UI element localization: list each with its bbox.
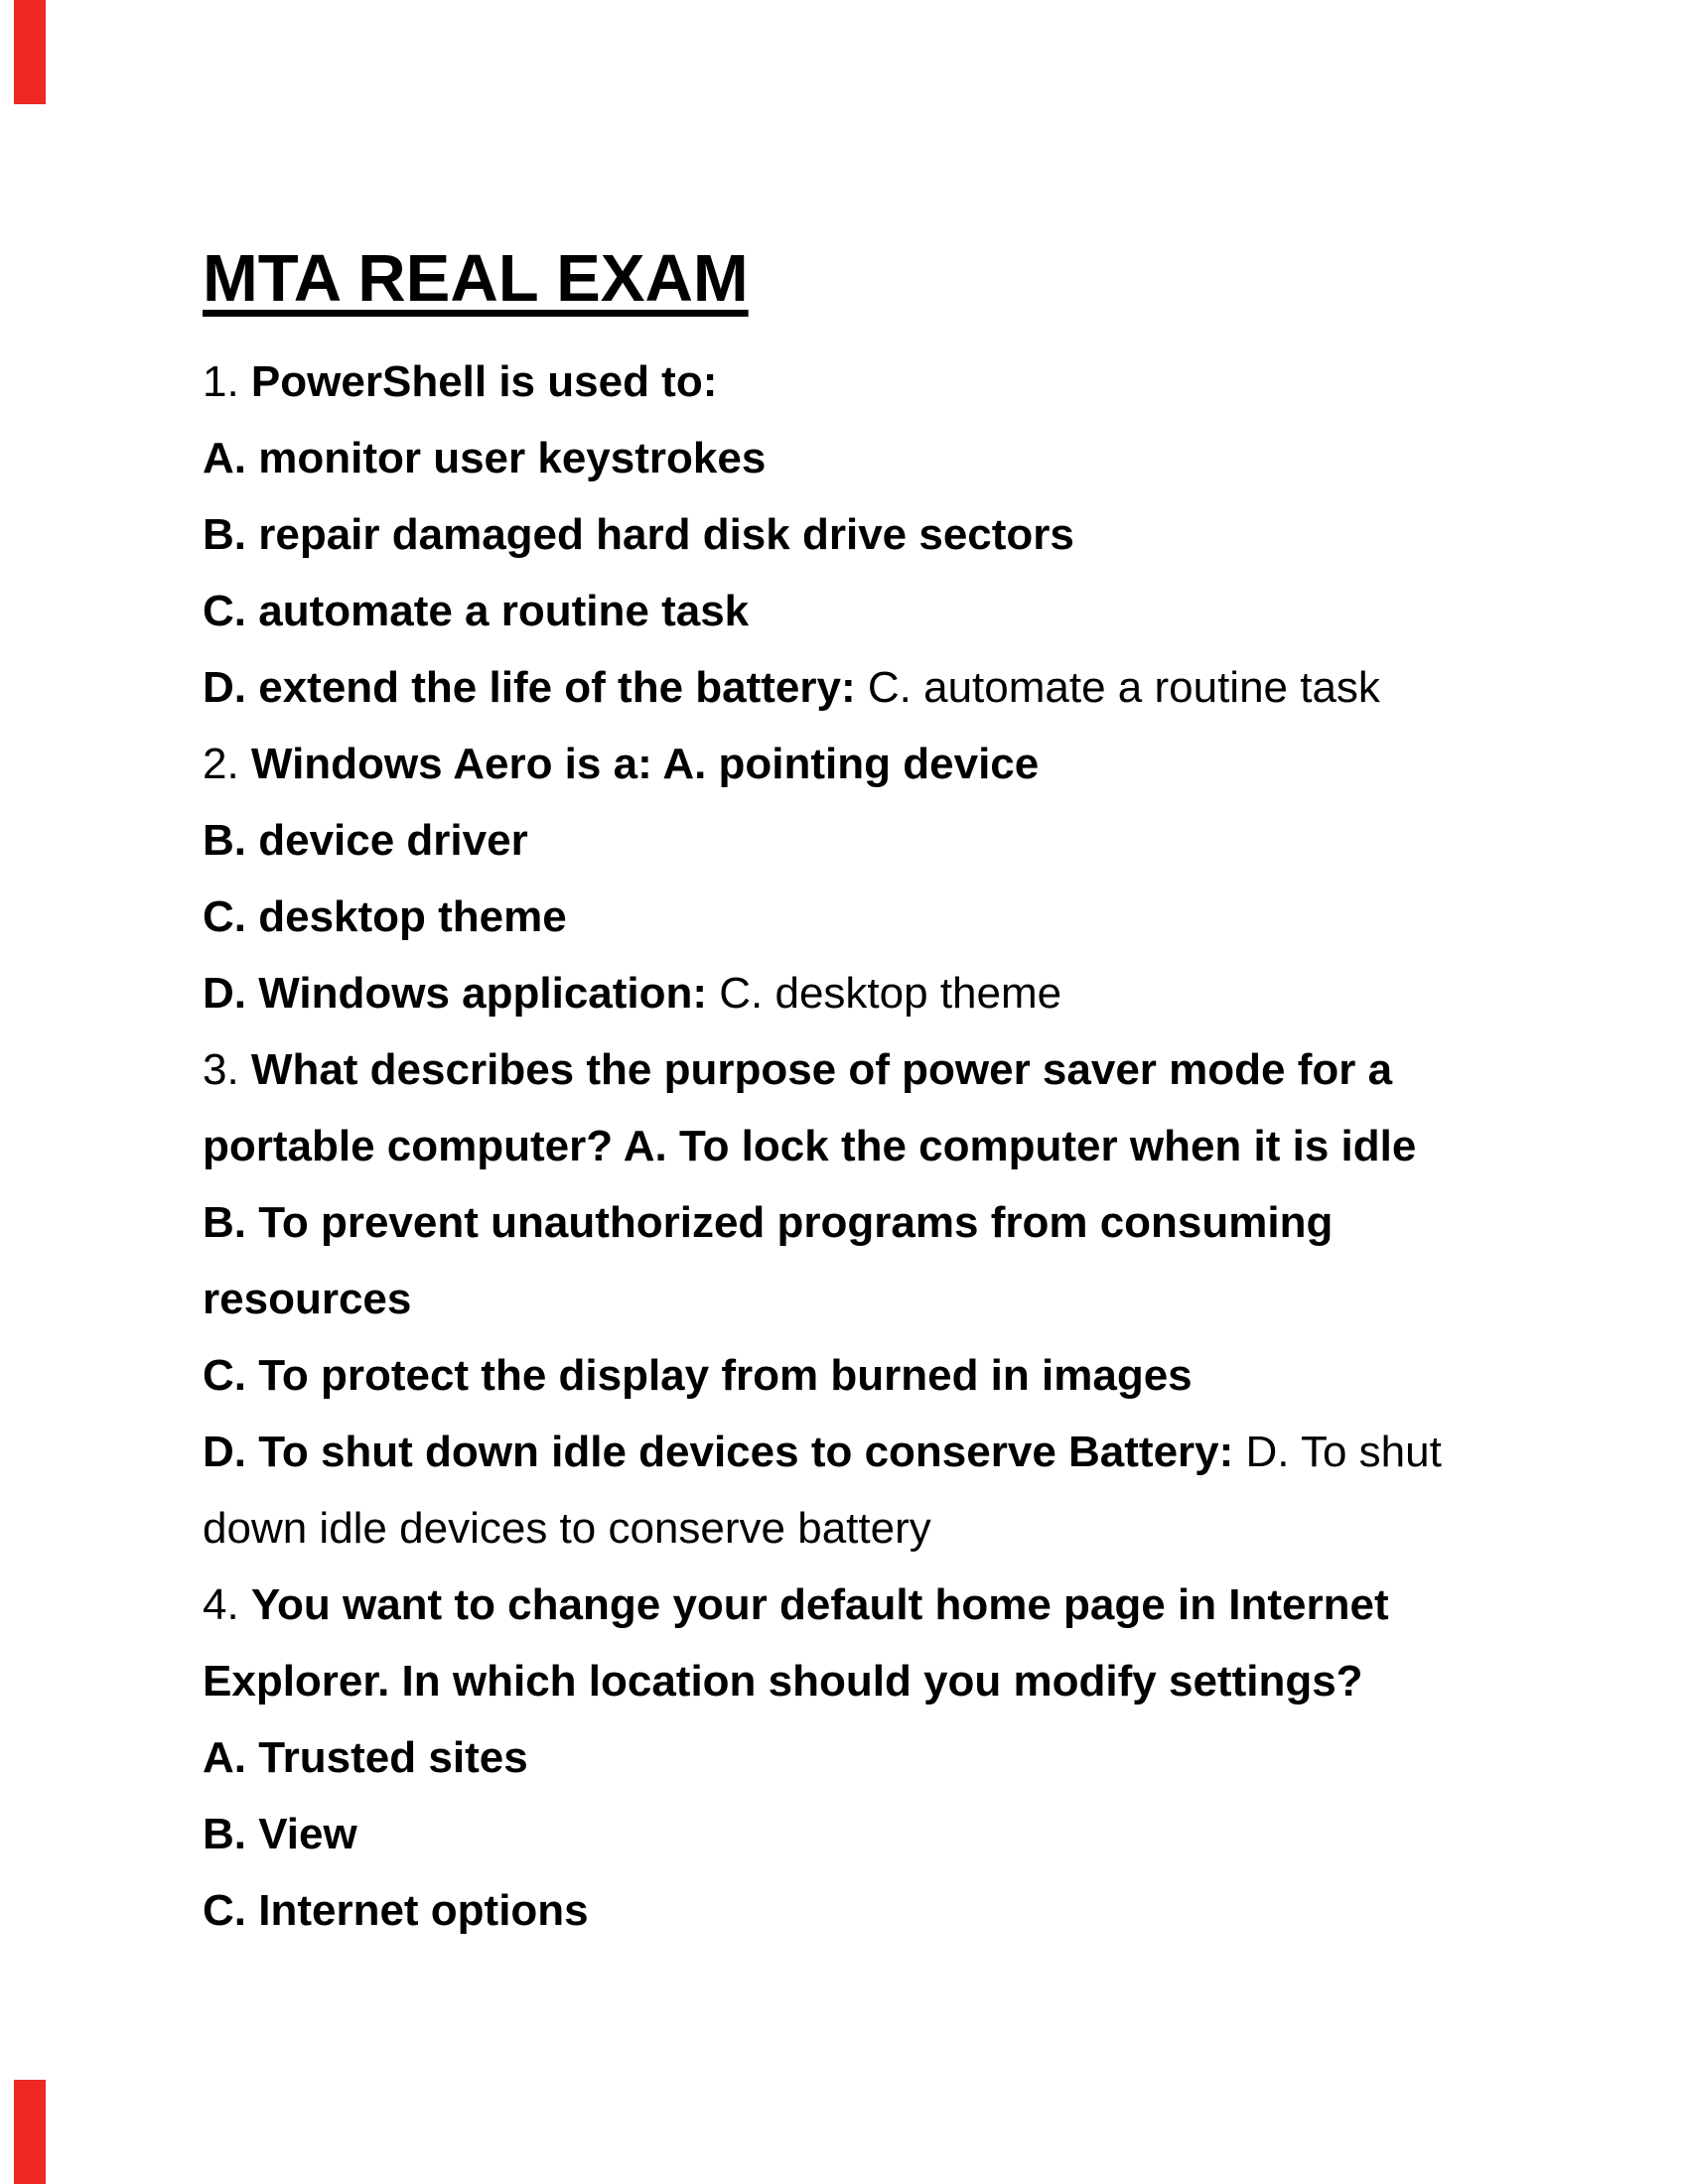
line-main: D. Windows application:	[203, 969, 720, 1018]
line-suffix: C. desktop theme	[719, 969, 1062, 1018]
line-main: C. desktop theme	[203, 892, 567, 941]
line-main: B. repair damaged hard disk drive sectors	[203, 510, 1074, 559]
line-main: A. Trusted sites	[203, 1733, 528, 1782]
line-q1-option-b	[203, 496, 1593, 573]
document-title: MTA REAL EXAM	[203, 241, 749, 316]
line-q3	[203, 1031, 1593, 1108]
line-main: B. View	[203, 1810, 357, 1858]
line-main: A. monitor user keystrokes	[203, 434, 767, 482]
line-q4-cont	[203, 1643, 1593, 1719]
line-q1	[203, 343, 1593, 420]
line-main: Explorer. In which location should you modify settings?	[203, 1657, 1363, 1706]
line-q2-with-option-a	[203, 726, 1593, 802]
line-q4	[203, 1567, 1593, 1643]
line-prefix: 2.	[203, 740, 251, 788]
line-prefix: 4.	[203, 1580, 251, 1629]
line-main: D. extend the life of the battery:	[203, 663, 868, 712]
red-corner-marker-top	[14, 0, 46, 104]
line-q3-option-b	[203, 1184, 1593, 1261]
line-prefix: 1.	[203, 357, 251, 406]
line-main: resources	[203, 1275, 412, 1323]
line-q3-cont-with-option-a	[203, 1108, 1593, 1184]
line-q2-option-b	[203, 802, 1593, 879]
line-q3-option-c	[203, 1337, 1593, 1414]
line-main: C. To protect the display from burned in images	[203, 1351, 1193, 1400]
line-q4-option-a	[203, 1719, 1593, 1796]
line-suffix: C. automate a routine task	[867, 663, 1380, 712]
document-body	[203, 343, 1593, 1949]
line-q1-option-d-with-answer	[203, 649, 1593, 726]
red-corner-marker-bottom	[14, 2080, 46, 2184]
line-q3-answer-cont	[203, 1490, 1593, 1567]
line-main: What describes the purpose of power saver mode for a	[250, 1045, 1393, 1094]
line-q1-option-a	[203, 420, 1593, 496]
line-suffix: D. To shut	[1245, 1428, 1442, 1476]
line-main: Windows Aero is a: A. pointing device	[250, 740, 1040, 788]
line-q1-option-c	[203, 573, 1593, 649]
line-main: portable computer? A. To lock the computer when it is idle	[203, 1122, 1417, 1170]
line-main: B. To prevent unauthorized programs from consuming	[203, 1198, 1334, 1247]
line-q4-option-b	[203, 1796, 1593, 1872]
line-main: C. automate a routine task	[203, 587, 750, 635]
line-main: B. device driver	[203, 816, 528, 865]
line-main: PowerShell is used to:	[250, 357, 718, 406]
line-q3-option-d-with-answer	[203, 1414, 1593, 1490]
line-main: C. Internet options	[203, 1886, 589, 1935]
line-prefix: 3.	[203, 1045, 251, 1094]
line-main: D. To shut down idle devices to conserve Battery:	[203, 1428, 1246, 1476]
line-main: You want to change your default home page in Internet	[250, 1580, 1389, 1629]
line-q3-option-b-cont	[203, 1261, 1593, 1337]
line-suffix: down idle devices to conserve battery	[203, 1504, 931, 1553]
line-q2-option-d-with-answer	[203, 955, 1593, 1031]
line-q2-option-c	[203, 879, 1593, 955]
line-q4-option-c	[203, 1872, 1593, 1949]
